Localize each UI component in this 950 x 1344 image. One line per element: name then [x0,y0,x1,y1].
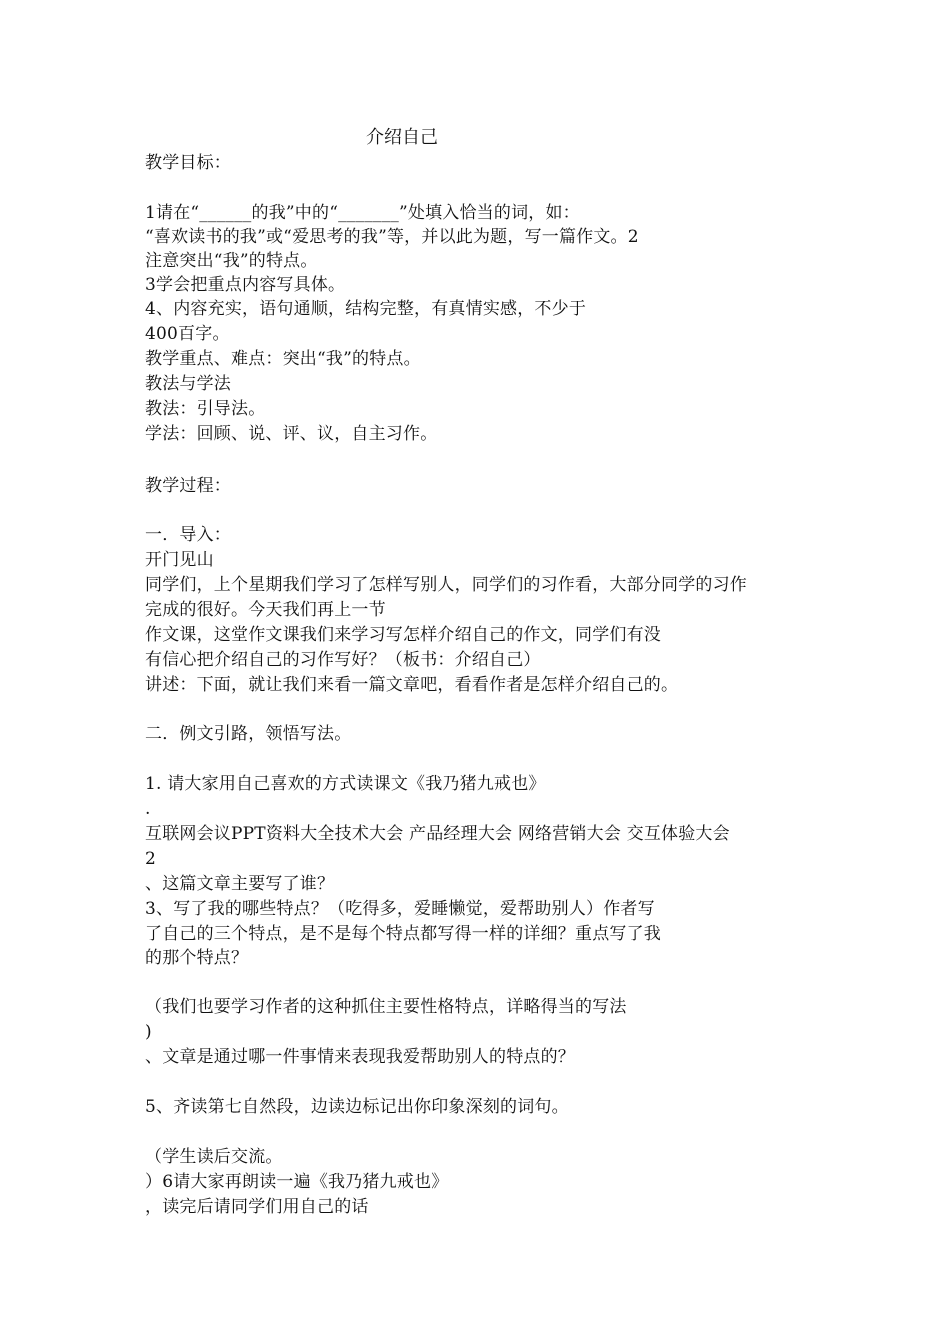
section-heading: 一．导入： [145,525,231,545]
text-line: （我们也要学习作者的这种抓住主要性格特点，详略得当的写法 [145,997,627,1017]
text-line: “喜欢读书的我”或“爱思考的我”等，并以此为题，写一篇作文。2 [145,227,639,247]
text-line: 2 [145,849,157,869]
text-line: 4、内容充实，语句通顺，结构完整，有真情实感，不少于 [145,299,587,319]
text-line: 教法与学法 [145,374,231,394]
section-heading: 教学过程： [145,476,231,496]
text-line: 教法：引导法。 [145,399,266,419]
text-line: 3学会把重点内容写具体。 [145,275,346,295]
text-line: 400百字。 [145,324,230,344]
text-line: 学法：回顾、说、评、议，自主习作。 [145,424,438,444]
text-line: 的那个特点？ [145,948,249,968]
text-line: 互联网会议PPT资料大全技术大会 产品经理大会 网络营销大会 交互体验大会 [145,824,730,844]
text-line: ) [145,1022,152,1042]
section-heading: 二．例文引路，领悟写法。 [145,724,352,744]
text-line: ，读完后请同学们用自己的话 [145,1197,369,1217]
text-line: 作文课，这堂作文课我们来学习写怎样介绍自己的作文，同学们有没 [145,625,661,645]
text-line: 有信心把介绍自己的习作写好？（板书：介绍自己） [145,650,541,670]
text-line: 1请在“______的我”中的“_______”处填入恰当的词，如： [145,203,580,223]
text-line: 3、写了我的哪些特点？（吃得多，爱睡懒觉，爱帮助别人）作者写 [145,899,655,919]
text-line: 注意突出“我”的特点。 [145,251,318,271]
text-line: 教学目标： [145,153,231,173]
text-line: 教学重点、难点：突出“我”的特点。 [145,349,421,369]
text-line: 、这篇文章主要写了谁？ [145,874,335,894]
text-line: 开门见山 [145,550,214,570]
text-line: 5、齐读第七自然段，边读边标记出你印象深刻的词句。 [145,1097,569,1117]
document-title: 介绍自己 [366,127,438,148]
text-line: 1. 请大家用自己喜欢的方式读课文《我乃猪九戒也》 [145,774,546,794]
text-line: 讲述：下面，就让我们来看一篇文章吧，看看作者是怎样介绍自己的。 [145,675,679,695]
text-line: 、文章是通过哪一件事情来表现我爱帮助别人的特点的？ [145,1047,575,1067]
text-line: . [145,799,151,819]
text-line: ）6请大家再朗读一遍《我乃猪九戒也》 [145,1172,449,1192]
text-line: （学生读后交流。 [145,1147,283,1167]
text-line: 完成的很好。今天我们再上一节 [145,600,386,620]
text-line: 同学们，上个星期我们学习了怎样写别人，同学们的习作看，大部分同学的习作 [145,575,747,595]
text-line: 了自己的三个特点，是不是每个特点都写得一样的详细？重点写了我 [145,924,661,944]
